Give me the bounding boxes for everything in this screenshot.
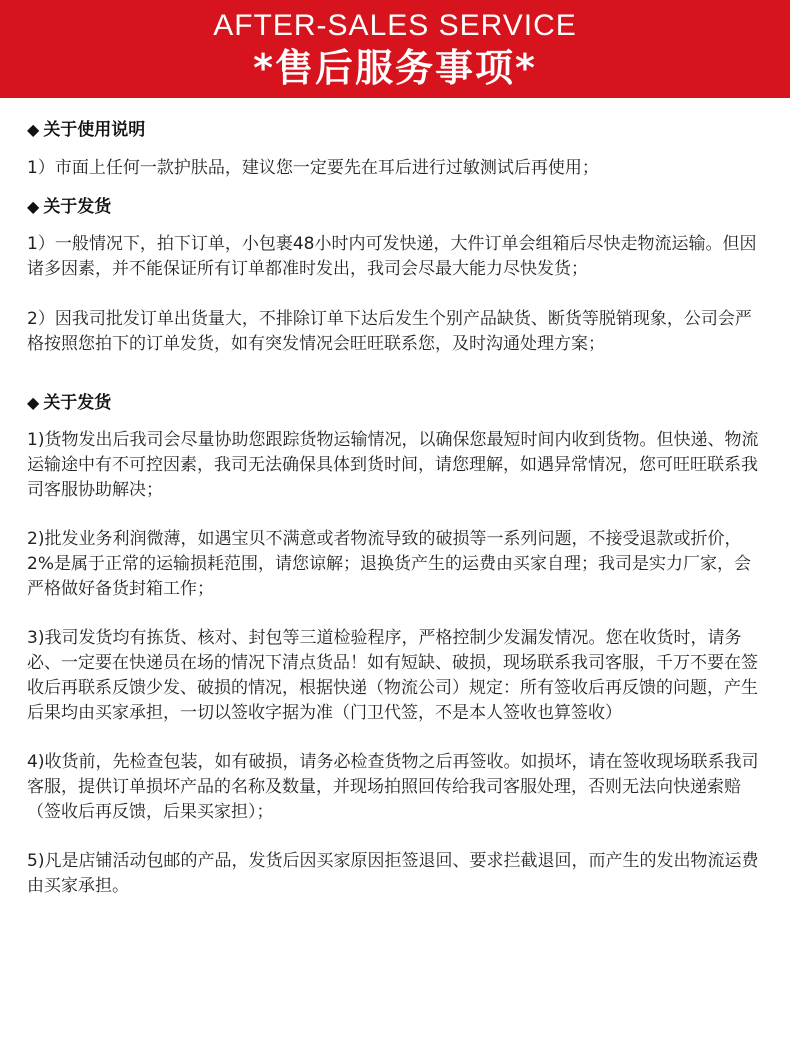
paragraph: 5)凡是店铺活动包邮的产品，发货后因买家原因拒签退回、要求拦截退回，而产生的发出物流运费由买家承担。 xyxy=(27,851,759,896)
diamond-bullet-icon: ◆ xyxy=(27,120,40,139)
paragraph: 1)货物发出后我司会尽量协助您跟踪货物运输情况，以确保您最短时间内收到货物。但快递、物流运输途中有不可控因素，我司无法确保具体到货时间，请您理解，如遇异常情况，您可旺旺联系我司客服协助解决； xyxy=(27,430,759,500)
section-heading-text: 关于发货 xyxy=(43,197,112,217)
section-heading-text: 关于使用说明 xyxy=(43,120,146,140)
paragraph: 1）一般情况下，拍下订单，小包裹48小时内可发快递，大件订单会组箱后尽快走物流运输。但因诸多因素，并不能保证所有订单都准时发出，我司会尽最大能力尽快发货； xyxy=(27,234,757,279)
diamond-bullet-icon: ◆ xyxy=(27,197,40,216)
paragraph: 2）因我司批发订单出货量大，不排除订单下达后发生个别产品缺货、断货等脱销现象，公司会严格按照您拍下的订单发货，如有突发情况会旺旺联系您，及时沟通处理方案； xyxy=(27,309,752,354)
paragraph: 2)批发业务利润微薄，如遇宝贝不满意或者物流导致的破损等一系列问题，不接受退款或折价，2%是属于正常的运输损耗范围，请您谅解；退换货产生的运费由买家自理；我司是实力厂家，会严格做好备货封箱工作； xyxy=(27,529,751,599)
paragraph: 3)我司发货均有拣货、核对、封包等三道检验程序，严格控制少发漏发情况。您在收货时，请务必、一定要在快递员在场的情况下清点货品！如有短缺、破损，现场联系我司客服，千万不要在签收后再联系反馈少发、破损的情况，根据快递（物流公司）规定：所有签收后再反馈的问题，产生后果均由买家承担，一切以签收字据为准（门卫代签，不是本人签收也算签收） xyxy=(27,628,758,723)
header-banner xyxy=(0,0,790,98)
banner-title-en: AFTER-SALES SERVICE xyxy=(213,9,577,42)
content xyxy=(0,98,790,899)
section-heading-text: 关于发货 xyxy=(43,393,112,413)
paragraph: 4)收货前，先检查包装，如有破损，请务必检查货物之后再签收。如损坏，请在签收现场联系我司客服，提供订单损坏产品的名称及数量，并现场拍照回传给我司客服处理，否则无法向快递索赔（签收后再反馈，后果买家担）； xyxy=(27,752,759,822)
banner-title-cn: *售后服务事项* xyxy=(253,46,537,90)
section-heading-shipping xyxy=(27,195,760,219)
diamond-bullet-icon: ◆ xyxy=(27,393,40,412)
section-heading-usage xyxy=(27,118,760,142)
paragraph: 1）市面上任何一款护肤品，建议您一定要先在耳后进行过敏测试后再使用； xyxy=(27,158,599,178)
section-heading-shipping-2 xyxy=(27,391,760,415)
